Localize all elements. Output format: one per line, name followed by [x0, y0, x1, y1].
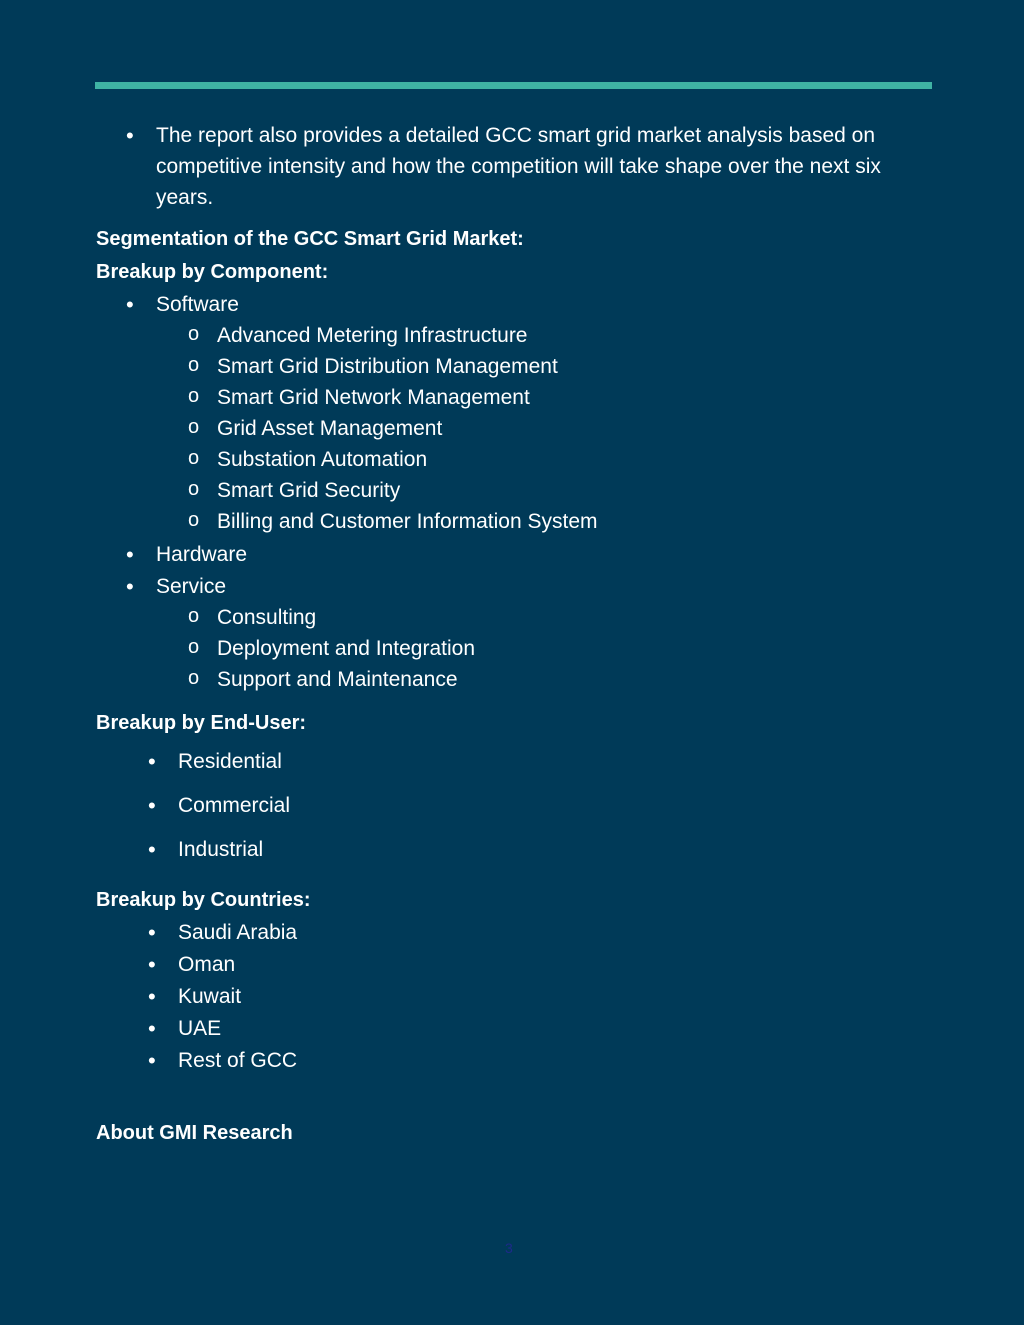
list-item: • Saudi Arabia: [96, 917, 932, 949]
list-item: • UAE: [96, 1013, 932, 1045]
intro-list: [96, 120, 932, 213]
list-item: • Oman: [96, 949, 932, 981]
list-item: o Deployment and Integration: [96, 633, 932, 664]
intro-bullet: • The report also provides a detailed GCC smart grid market analysis based on competitive intensity and how the competition will take shape over the next six years.: [96, 120, 932, 213]
list-item: o Support and Maintenance: [96, 664, 932, 695]
list-item: o Smart Grid Distribution Management: [96, 351, 932, 382]
list-item-software: • Software: [96, 289, 932, 320]
component-list: [96, 289, 932, 695]
about-heading: About GMI Research: [96, 1122, 293, 1144]
list-item: o Smart Grid Network Management: [96, 382, 932, 413]
list-item: • Commercial: [96, 784, 932, 828]
list-item: o Advanced Metering Infrastructure: [96, 320, 932, 351]
page-number: 3: [505, 1240, 513, 1256]
countries-list: [96, 917, 932, 1077]
end-user-heading: Breakup by End-User:: [96, 712, 307, 734]
list-item: o Grid Asset Management: [96, 413, 932, 444]
list-item: o Consulting: [96, 602, 932, 633]
list-item: o Substation Automation: [96, 444, 932, 475]
segmentation-heading: Segmentation of the GCC Smart Grid Market:: [96, 228, 524, 250]
list-item-service: • Service: [96, 571, 932, 602]
list-item-hardware: • Hardware: [96, 539, 932, 570]
list-item: o Billing and Customer Information System: [96, 506, 932, 537]
document-body: [96, 120, 932, 1150]
end-user-list: [96, 740, 932, 872]
list-item: • Industrial: [96, 828, 932, 872]
list-item: • Kuwait: [96, 981, 932, 1013]
list-item: o Smart Grid Security: [96, 475, 932, 506]
countries-heading: Breakup by Countries:: [96, 889, 311, 911]
component-heading: Breakup by Component:: [96, 261, 329, 283]
header-accent-rule: [95, 82, 932, 89]
list-item: • Residential: [96, 740, 932, 784]
list-item: • Rest of GCC: [96, 1045, 932, 1077]
